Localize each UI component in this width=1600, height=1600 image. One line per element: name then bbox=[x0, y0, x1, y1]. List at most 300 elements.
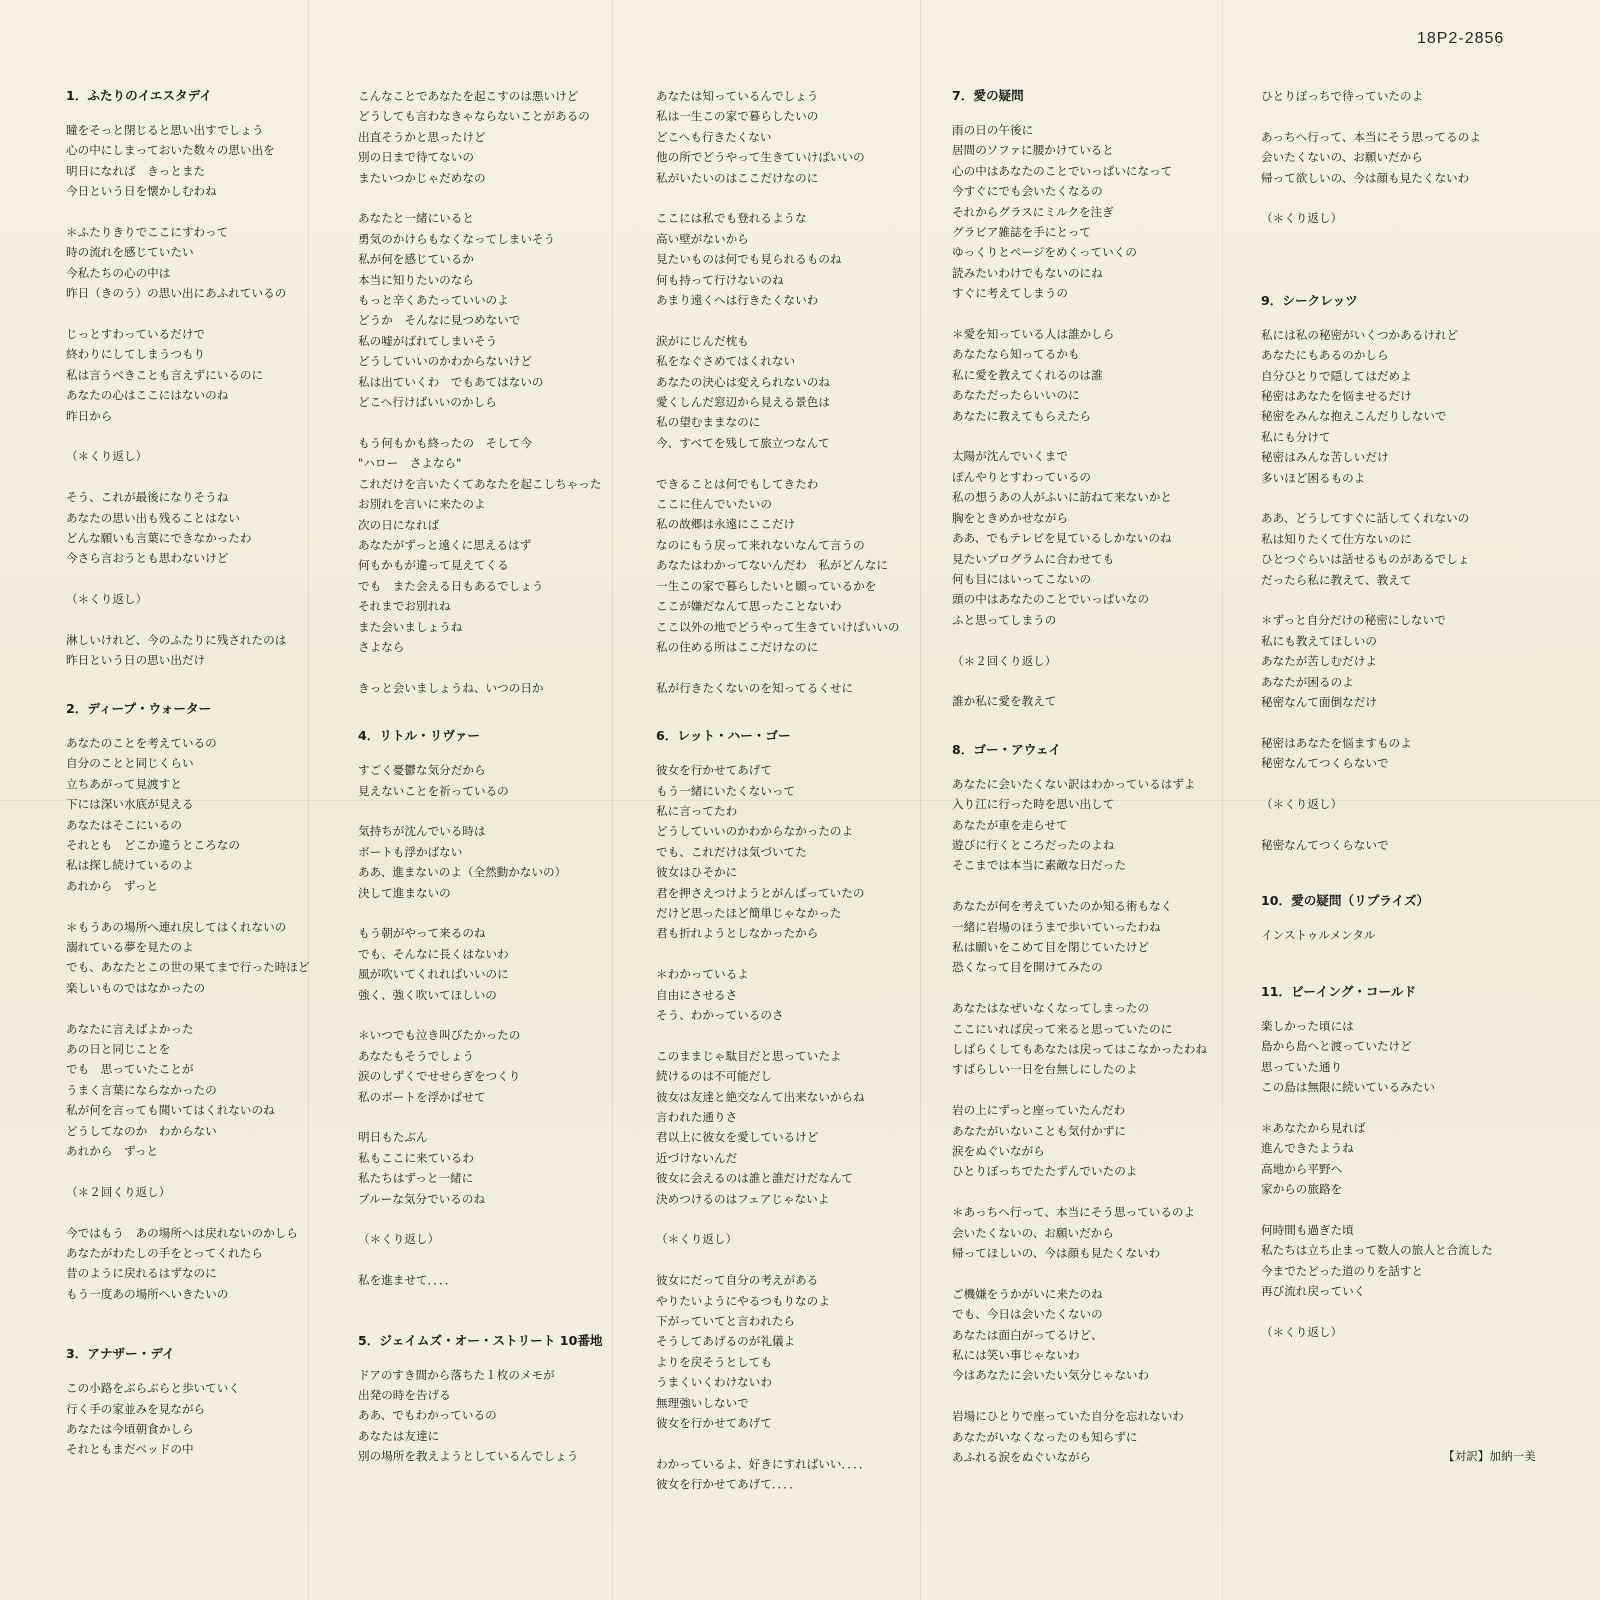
lyric-line: 下がっていてと言われたら bbox=[656, 1314, 796, 1329]
lyric-line: ここにいれば戻って来ると思っていたのに bbox=[952, 1021, 1173, 1036]
lyric-line: 頭の中はあなたのことでいっぱいなの bbox=[952, 592, 1150, 607]
lyric-line: そうしてあげるのが礼儀よ bbox=[656, 1334, 796, 1349]
lyric-line: もう朝がやって来るのね bbox=[358, 926, 486, 941]
lyric-line: ふと思ってしまうの bbox=[952, 612, 1057, 627]
lyric-line: でも、これだけは気づいてた bbox=[656, 844, 807, 859]
lyric-line: 君以上に彼女を愛しているけど bbox=[656, 1130, 819, 1145]
lyric-line: あなたは友達に bbox=[358, 1428, 440, 1443]
lyric-line: 私たちはずっと一緒に bbox=[358, 1171, 474, 1186]
lyric-line: ドアのすき間から落ちた１枚のメモが bbox=[358, 1367, 555, 1382]
lyric-line: 私は出ていくわ でもあてはないの bbox=[358, 374, 544, 389]
lyric-line: 出直そうかと思ったけど bbox=[358, 129, 486, 144]
lyric-stanza bbox=[1261, 1016, 1541, 1098]
lyric-line: 私に言ってたわ bbox=[656, 803, 738, 818]
lyric-line: またいつかじゃだめなの bbox=[358, 170, 486, 185]
lyric-stanza bbox=[952, 446, 1232, 630]
lyric-line: 涙をぬぐいながら bbox=[952, 1143, 1045, 1158]
lyric-line: ＊あなたから見れば bbox=[1261, 1120, 1366, 1135]
lyric-line: そう、わかっているのさ bbox=[656, 1007, 784, 1022]
lyric-line: どんな願いも言葉にできなかったわ bbox=[66, 531, 252, 546]
lyric-line: ご機嫌をうかがいに来たのね bbox=[952, 1286, 1103, 1301]
lyric-stanza bbox=[358, 1270, 638, 1290]
lyric-line: うまく言葉にならなかったの bbox=[66, 1082, 217, 1097]
lyric-line: そこまでは本当に素敵な日だった bbox=[952, 858, 1126, 873]
lyric-line: 続けるのは不可能だし bbox=[656, 1069, 772, 1084]
lyric-line: 誰か私に愛を教えて bbox=[952, 694, 1057, 709]
lyric-line: 愛くしんだ窓辺から見える景色は bbox=[656, 395, 830, 410]
lyric-line: 私の望むままなのに bbox=[656, 415, 761, 430]
lyric-line: うまくいくわけないわ bbox=[656, 1375, 772, 1390]
lyric-line: 帰って欲しいの、今は顔も見たくないわ bbox=[1261, 170, 1470, 185]
lyric-line: 今すぐにでも会いたくなるの bbox=[952, 184, 1103, 199]
lyric-line: ＊あっちへ行って、本当にそう思っているのよ bbox=[952, 1205, 1196, 1220]
song-title: 4．リトル・リヴァー bbox=[358, 728, 480, 744]
song-block bbox=[1261, 291, 1541, 855]
lyric-line: こんなことであなたを起こすのは悪いけど bbox=[358, 89, 579, 103]
lyric-stanza bbox=[358, 760, 638, 801]
lyric-line: 彼女はひそかに bbox=[656, 865, 738, 880]
lyric-stanza bbox=[656, 331, 936, 453]
lyric-stanza bbox=[952, 691, 1232, 711]
lyric-line: すばらしい一日を台無しにしたのよ bbox=[952, 1062, 1138, 1077]
lyric-line: 秘密はみんな苦しいだけ bbox=[1261, 450, 1389, 465]
lyric-line: また会いましょうね bbox=[358, 619, 463, 634]
lyric-line: 楽しいものではなかったの bbox=[66, 980, 206, 995]
lyric-line: 私もここに来ているわ bbox=[358, 1150, 474, 1165]
song-block bbox=[1261, 86, 1541, 229]
song-title: 3．アナザー・デイ bbox=[66, 1346, 175, 1362]
lyrics-column-4 bbox=[952, 86, 1232, 1477]
lyric-stanza bbox=[1261, 508, 1541, 590]
lyric-line: 涙のしずくでせせらぎをつくり bbox=[358, 1069, 521, 1084]
lyric-line: 近づけないんだ bbox=[656, 1150, 738, 1165]
lyric-line: ボートも浮かばない bbox=[358, 844, 463, 859]
lyric-line: 自由にさせるさ bbox=[656, 987, 738, 1002]
lyric-line: 高い壁がないから bbox=[656, 231, 749, 246]
lyric-line: それからグラスにミルクを注ぎ bbox=[952, 204, 1114, 219]
lyric-stanza bbox=[66, 1378, 346, 1460]
lyric-stanza bbox=[1261, 610, 1541, 712]
lyric-line: 私は一生この家で暮らしたいの bbox=[656, 109, 819, 124]
lyric-line: グラビア雑誌を手にとって bbox=[952, 225, 1091, 240]
lyric-line: 下には深い水底が見える bbox=[66, 797, 194, 812]
lyric-line: でも、今日は会いたくないの bbox=[952, 1307, 1103, 1322]
lyric-stanza bbox=[952, 1406, 1232, 1467]
lyric-line: 私は探し続けているのよ bbox=[66, 858, 194, 873]
lyric-line: 他の所でどうやって生きていけばいいの bbox=[656, 150, 865, 165]
lyric-line: 強く、強く吹いてほしいの bbox=[358, 987, 497, 1002]
lyric-line: あれから ずっと bbox=[66, 1143, 159, 1158]
lyric-stanza bbox=[1261, 1118, 1541, 1200]
lyric-stanza bbox=[656, 760, 936, 944]
song-title: 5．ジェイムズ・オー・ストリート 10番地 bbox=[358, 1332, 603, 1348]
lyric-line: 彼女を行かせてあげて．．．． bbox=[656, 1477, 801, 1492]
lyric-line: 私にも分けて bbox=[1261, 429, 1331, 444]
lyric-line: 何時間も過ぎた頃 bbox=[1261, 1222, 1354, 1237]
song-block bbox=[358, 1331, 638, 1467]
song-title: 9．シークレッツ bbox=[1261, 292, 1358, 308]
lyric-line: あなたはわかってないんだわ 私がどんなに bbox=[656, 558, 888, 573]
lyric-stanza bbox=[656, 1046, 936, 1209]
lyric-line: 行く手の家並みを見ながら bbox=[66, 1401, 206, 1416]
lyric-line: それまでお別れね bbox=[358, 599, 451, 614]
lyric-stanza bbox=[358, 86, 638, 188]
lyric-line: 一生この家で暮らしたいと願っているかを bbox=[656, 578, 877, 593]
lyric-line: 終わりにしてしまうつもり bbox=[66, 347, 206, 362]
lyric-stanza bbox=[1261, 86, 1541, 106]
lyric-line: 再び流れ戻っていく bbox=[1261, 1283, 1366, 1298]
lyric-line: （＊くり返し） bbox=[358, 1232, 440, 1247]
lyric-line: 私には笑い事じゃないわ bbox=[952, 1348, 1080, 1363]
lyric-line: 時の流れを感じていたい bbox=[66, 245, 194, 260]
lyric-line: 風が吹いてくれればいいのに bbox=[358, 967, 509, 982]
lyric-line: 次の日になれば bbox=[358, 517, 440, 532]
lyric-line: どうか そんなに見つめないで bbox=[358, 313, 521, 328]
lyric-line: 私は言うべきことも言えずにいるのに bbox=[66, 367, 264, 382]
lyric-stanza bbox=[656, 1270, 936, 1433]
lyric-line: 私の嘘がばれてしまいそう bbox=[358, 333, 498, 348]
lyric-line: 秘密なんてつくらないで bbox=[1261, 756, 1389, 771]
lyric-line: ひとりぼっちで待っていたのよ bbox=[1261, 89, 1424, 103]
lyric-line: 何もかもが違って見えてくる bbox=[358, 558, 509, 573]
lyric-stanza bbox=[1261, 127, 1541, 188]
lyric-line: もう一度あの場所へいきたいの bbox=[66, 1286, 229, 1301]
lyric-line: 私を進ませて．．．． bbox=[358, 1273, 457, 1288]
lyric-line: 昨日（きのう）の思い出にあふれているの bbox=[66, 286, 287, 301]
lyric-line: 私が何を感じているか bbox=[358, 252, 474, 267]
lyric-line: 溺れている夢を見たのよ bbox=[66, 939, 194, 954]
lyric-line: 私は知りたくて仕方ないのに bbox=[1261, 531, 1412, 546]
lyric-stanza bbox=[1261, 1322, 1541, 1342]
lyrics-column-1 bbox=[66, 86, 346, 1470]
song-block bbox=[952, 740, 1232, 1468]
lyric-line: 自分のことと同じくらい bbox=[66, 756, 194, 771]
lyric-stanza bbox=[1261, 835, 1541, 855]
lyric-line: あれから ずっと bbox=[66, 878, 159, 893]
lyric-line: ここには私でも登れるような bbox=[656, 211, 807, 226]
lyric-line: 昨日という日の思い出だけ bbox=[66, 653, 206, 668]
lyric-line: あなたの思い出も残ることはない bbox=[66, 510, 240, 525]
lyric-stanza bbox=[952, 774, 1232, 876]
lyric-line: 帰ってほしいの、今は顔も見たくないわ bbox=[952, 1246, 1161, 1260]
lyric-line: でも、そんなに長くはないわ bbox=[358, 946, 509, 961]
lyric-line: 明日もたぶん bbox=[358, 1130, 428, 1145]
lyric-line: あなたがいなくなったのも知らずに bbox=[952, 1429, 1138, 1444]
lyric-line: ああ、でもテレビを見ているしかないのね bbox=[952, 531, 1172, 546]
lyric-line: 秘密をみんな抱えこんだりしないで bbox=[1261, 409, 1447, 424]
lyric-stanza bbox=[952, 998, 1232, 1080]
lyric-line: これだけを言いたくてあなたを起こしちゃった bbox=[358, 476, 602, 491]
lyric-stanza bbox=[66, 324, 346, 426]
lyric-line: できることは何でもしてきたわ bbox=[656, 476, 819, 491]
lyric-stanza bbox=[952, 896, 1232, 978]
lyric-line: 私に愛を教えてくれるのは誰 bbox=[952, 367, 1103, 382]
lyric-line: 別の場所を教えようとしているんでしょう bbox=[358, 1449, 579, 1464]
lyric-line: どこへも行きたくない bbox=[656, 129, 772, 144]
lyric-line: あなたは知っているんでしょう bbox=[656, 89, 819, 103]
lyric-line: あなたの決心は変えられないのね bbox=[656, 374, 830, 389]
lyric-line: 自分ひとりで隠してはだめよ bbox=[1261, 368, 1412, 383]
lyric-line: ああ、どうしてすぐに話してくれないの bbox=[1261, 511, 1470, 526]
lyric-line: あなたが何を考えていたのか知る術もなく bbox=[952, 899, 1173, 914]
lyric-line: 恐くなって目を開けてみたの bbox=[952, 960, 1103, 975]
lyric-line: 見たいものは何でも見られるものね bbox=[656, 252, 842, 267]
lyric-line: さよなら bbox=[358, 639, 405, 654]
lyric-line: 楽しかった頃には bbox=[1261, 1018, 1354, 1033]
lyric-line: 彼女を行かせてあげて bbox=[656, 763, 772, 778]
lyric-line: 私にも教えてほしいの bbox=[1261, 633, 1377, 648]
lyric-stanza bbox=[66, 446, 346, 466]
song-block bbox=[66, 699, 346, 1304]
lyric-stanza bbox=[1261, 208, 1541, 228]
lyric-line: あなたと一緒にいると bbox=[358, 211, 474, 226]
lyric-line: あなたのことを考えているの bbox=[66, 735, 217, 750]
song-block bbox=[358, 86, 638, 698]
lyric-line: （＊くり返し） bbox=[66, 592, 148, 607]
lyric-line: だけど思ったほど簡単じゃなかった bbox=[656, 905, 842, 920]
lyric-line: それともまだベッドの中 bbox=[66, 1442, 194, 1457]
lyric-line: 私のボートを浮かばせて bbox=[358, 1089, 486, 1104]
lyric-line: 家からの旅路を bbox=[1261, 1181, 1343, 1196]
song-title: 10．愛の疑問（リプライズ） bbox=[1261, 893, 1430, 909]
lyric-line: 太陽が沈んでいくまで bbox=[952, 449, 1068, 464]
lyric-line: （＊２回くり返し） bbox=[66, 1184, 171, 1199]
lyric-line: 入り江に行った時を思い出して bbox=[952, 797, 1115, 812]
lyric-line: 昨日から bbox=[66, 408, 113, 423]
lyric-line: 見えないことを祈っているの bbox=[358, 783, 509, 798]
lyric-stanza bbox=[656, 1229, 936, 1249]
lyric-stanza bbox=[66, 487, 346, 569]
lyric-line: ＊愛を知っている人は誰かしら bbox=[952, 327, 1115, 342]
lyric-line: 居間のソファに腰かけていると bbox=[952, 143, 1114, 158]
lyric-line: どうしていいのかわからなかったのよ bbox=[656, 824, 854, 839]
lyric-stanza bbox=[66, 120, 346, 202]
lyric-stanza bbox=[66, 1182, 346, 1202]
lyric-line: 今はあなたに会いたい気分じゃないわ bbox=[952, 1368, 1150, 1383]
lyric-line: 彼女に会えるのは誰と誰だけだなんて bbox=[656, 1171, 854, 1186]
translation-credit: 【対訳】加納一美 bbox=[1443, 1449, 1536, 1463]
lyric-line: この小路をぶらぶらと歩いていく bbox=[66, 1381, 240, 1396]
lyric-line: あなたが車を走らせて bbox=[952, 817, 1068, 832]
lyric-line: あなたは今頃朝食かしら bbox=[66, 1422, 194, 1436]
lyric-stanza bbox=[66, 589, 346, 609]
lyric-line: ゆっくりとページをめくっていくの bbox=[952, 245, 1137, 260]
lyric-line: あなたが困るのよ bbox=[1261, 674, 1354, 689]
lyric-stanza bbox=[952, 120, 1232, 304]
lyric-line: 彼女は友達と絶交なんて出来ないからね bbox=[656, 1089, 865, 1104]
lyric-line: あなたが苦しむだけよ bbox=[1261, 654, 1377, 669]
lyric-line: ＊いつでも泣き叫びたかったの bbox=[358, 1028, 521, 1043]
lyric-line: あなたに教えてもらえたら bbox=[952, 408, 1092, 423]
lyric-line: 私の故郷は永遠にここだけ bbox=[656, 517, 796, 532]
lyric-line: すごく憂鬱な気分だから bbox=[358, 763, 486, 778]
lyric-line: 心の中はあなたのことでいっぱいになって bbox=[952, 163, 1173, 178]
lyric-line: 昔のように戻れるはずなのに bbox=[66, 1266, 217, 1281]
lyric-line: 無理強いしないで bbox=[656, 1395, 749, 1410]
lyric-line: ＊わかっているよ bbox=[656, 967, 749, 982]
lyric-line: 多いほど困るものよ bbox=[1261, 470, 1366, 485]
song-block bbox=[66, 86, 346, 671]
lyric-line: 雨の日の午後に bbox=[952, 123, 1034, 137]
song-block bbox=[952, 86, 1232, 712]
lyric-stanza bbox=[66, 1019, 346, 1162]
lyric-line: あなたはそこにいるの bbox=[66, 817, 182, 832]
lyric-line: あなたがずっと遠くに思えるはず bbox=[358, 537, 532, 552]
lyric-line: 私の想うあの人がふいに訪ねて来ないかと bbox=[952, 490, 1172, 505]
lyric-line: 私がいたいのはここだけなのに bbox=[656, 170, 819, 185]
lyric-line: あなたの心はここにはないのね bbox=[66, 388, 229, 403]
lyrics-column-3 bbox=[656, 86, 936, 1505]
lyric-stanza bbox=[358, 433, 638, 657]
lyric-line: 私が行きたくないのを知ってるくせに bbox=[656, 680, 854, 695]
lyric-line: 見たいプログラムに合わせても bbox=[952, 551, 1115, 566]
song-block bbox=[358, 726, 638, 1290]
lyrics-column-5 bbox=[1261, 86, 1541, 1352]
lyric-line: （＊くり返し） bbox=[1261, 1324, 1343, 1339]
lyric-line: 何も目にはいってこないの bbox=[952, 571, 1092, 586]
song-block bbox=[656, 726, 936, 1495]
lyric-line: 今日という日を懐かしむわね bbox=[66, 184, 217, 199]
lyric-stanza bbox=[656, 964, 936, 1025]
lyric-stanza bbox=[1261, 1220, 1541, 1302]
lyric-line: どうしてなのか わからない bbox=[66, 1123, 217, 1138]
lyric-line: 秘密なんてつくらないで bbox=[1261, 837, 1389, 852]
lyric-line: 彼女を行かせてあげて bbox=[656, 1416, 772, 1431]
song-title: 1．ふたりのイエスタデイ bbox=[66, 88, 212, 103]
lyric-line: 思っていた通り bbox=[1261, 1059, 1343, 1074]
lyric-line: 会いたくないの、お願いだから bbox=[952, 1225, 1114, 1240]
lyric-stanza bbox=[656, 86, 936, 188]
lyric-stanza bbox=[358, 821, 638, 903]
lyric-stanza bbox=[66, 733, 346, 896]
lyric-line: あなたなら知ってるかも bbox=[952, 347, 1080, 362]
lyric-line: 今、すべてを残して旅立つなんて bbox=[656, 435, 830, 450]
lyric-line: よりを戻そうとしても bbox=[656, 1354, 772, 1369]
lyric-stanza bbox=[358, 1127, 638, 1209]
lyric-line: なのにもう戻って来れないなんて言うの bbox=[656, 537, 865, 552]
lyric-line: でも、あなたとこの世の果てまで行った時ほど bbox=[66, 960, 310, 975]
lyric-line: （＊２回くり返し） bbox=[952, 653, 1057, 668]
lyric-line: あなたはなぜいなくなってしまったの bbox=[952, 1001, 1150, 1016]
lyric-line: わかっているよ、好きにすればいい．．．． bbox=[656, 1456, 871, 1471]
lyric-line: あなたもそうでしょう bbox=[358, 1048, 474, 1063]
lyric-line: インストゥルメンタル bbox=[1261, 928, 1376, 943]
lyric-stanza bbox=[656, 474, 936, 658]
lyric-line: 淋しいけれど、今のふたりに残されたのは bbox=[66, 633, 287, 648]
lyric-line: どこへ行けばいいのかしら bbox=[358, 395, 497, 410]
lyric-line: あなたに言えばよかった bbox=[66, 1021, 194, 1036]
lyric-line: 本当に知りたいのなら bbox=[358, 272, 474, 287]
lyric-line: 岩の上にずっと座っていたんだわ bbox=[952, 1103, 1126, 1118]
lyric-stanza bbox=[952, 651, 1232, 671]
lyric-line: 気持ちが沈んでいる時は bbox=[358, 824, 486, 839]
lyric-line: 私が何を言っても聞いてはくれないのね bbox=[66, 1103, 275, 1118]
lyric-line: 私には私の秘密がいくつかあるけれど bbox=[1261, 327, 1459, 342]
lyric-line: ＊もうあの場所へ連れ戻してはくれないの bbox=[66, 919, 287, 934]
lyric-stanza bbox=[358, 1025, 638, 1107]
lyric-stanza bbox=[1261, 794, 1541, 814]
lyric-line: 涙がにじんだ枕も bbox=[656, 333, 749, 348]
lyric-line: （＊くり返し） bbox=[66, 449, 148, 464]
lyric-stanza bbox=[1261, 925, 1541, 945]
lyric-line: お別れを言いに来たのよ bbox=[358, 497, 486, 512]
lyric-stanza bbox=[66, 630, 346, 671]
lyric-line: 岩場にひとりで座っていた自分を忘れないわ bbox=[952, 1409, 1184, 1424]
lyric-line: 私たちは立ち止まって数人の旅人と合流した bbox=[1261, 1243, 1493, 1258]
lyric-line: ひとつぐらいは話せるものがあるでしょ bbox=[1261, 552, 1470, 567]
lyric-stanza bbox=[656, 678, 936, 698]
lyric-line: きっと会いましょうね、いつの日か bbox=[358, 680, 544, 695]
lyric-line: しばらくしてもあなたは戻ってはこなかったわね bbox=[952, 1041, 1208, 1056]
lyric-line: あふれる涙をぬぐいながら bbox=[952, 1450, 1092, 1465]
song-block bbox=[66, 1344, 346, 1460]
lyric-line: すぐに考えてしまうの bbox=[952, 286, 1068, 301]
lyric-line: ここに住んでいたいの bbox=[656, 497, 772, 512]
lyric-line: 私をなぐさめてはくれない bbox=[656, 354, 796, 369]
song-title: 7．愛の疑問 bbox=[952, 88, 1024, 103]
lyric-line: 決めつけるのはフェアじゃないよ bbox=[656, 1191, 830, 1206]
lyric-line: 君を押さえつけようとがんばっていたの bbox=[656, 885, 865, 900]
lyric-line: ブルーな気分でいるのね bbox=[358, 1191, 486, 1206]
lyric-stanza bbox=[952, 1100, 1232, 1182]
lyric-line: 別の日まで待てないの bbox=[358, 150, 474, 165]
lyric-stanza bbox=[358, 923, 638, 1005]
lyric-line: 勇気のかけらもなくなってしまいそう bbox=[358, 231, 556, 246]
lyric-line: 秘密はあなたを悩ますものよ bbox=[1261, 735, 1412, 750]
lyric-line: 君も折れようとしなかったから bbox=[656, 926, 819, 941]
lyric-line: あなたにもあるのかしら bbox=[1261, 348, 1389, 363]
lyric-line: どうしていいのかわからないけど bbox=[358, 354, 532, 369]
lyric-line: （＊くり返し） bbox=[1261, 797, 1343, 812]
lyric-line: （＊くり返し） bbox=[656, 1232, 738, 1247]
song-title: 11．ビーイング・コールド bbox=[1261, 983, 1417, 999]
lyric-line: あの日と同じことを bbox=[66, 1041, 171, 1056]
lyric-line: 何も持って行けないのね bbox=[656, 272, 784, 287]
lyric-line: 秘密なんて面倒なだけ bbox=[1261, 695, 1377, 710]
lyric-line: 今さら言おうとも思わないけど bbox=[66, 551, 229, 566]
lyric-stanza bbox=[1261, 733, 1541, 774]
lyric-stanza bbox=[358, 678, 638, 698]
lyric-line: （＊くり返し） bbox=[1261, 211, 1343, 226]
lyric-line: あなたに会いたくない訳はわかっているはずよ bbox=[952, 776, 1196, 791]
lyric-stanza bbox=[952, 324, 1232, 426]
lyric-line: あなたがいないことも気付かずに bbox=[952, 1123, 1126, 1138]
lyric-stanza bbox=[66, 222, 346, 304]
lyric-line: でも 思っていたことが bbox=[66, 1062, 194, 1077]
lyric-stanza bbox=[656, 208, 936, 310]
lyric-line: 進んできたようね bbox=[1261, 1141, 1354, 1156]
lyric-line: 瞳をそっと閉じると思い出すでしょう bbox=[66, 123, 264, 137]
lyric-line: このままじゃ駄目だと思っていたよ bbox=[656, 1048, 842, 1063]
lyric-stanza bbox=[358, 208, 638, 412]
lyric-stanza bbox=[66, 917, 346, 999]
lyric-line: ぼんやりとすわっているの bbox=[952, 469, 1092, 484]
song-block bbox=[656, 86, 936, 698]
lyric-line: ここが嫌だなんて思ったことないわ bbox=[656, 599, 842, 614]
lyric-line: 彼女にだって自分の考えがある bbox=[656, 1273, 819, 1288]
lyric-line: 一緒に岩場のほうまで歩いていったわね bbox=[952, 919, 1161, 934]
lyric-line: あなたがわたしの手をとってくれたら bbox=[66, 1245, 263, 1260]
lyric-line: あなたは面白がってるけど、 bbox=[952, 1327, 1103, 1342]
lyric-line: 決して進まないの bbox=[358, 885, 451, 900]
lyric-line: だったら私に教えて、教えて bbox=[1261, 572, 1412, 587]
lyric-line: ひとりぼっちでたたずんでいたのよ bbox=[952, 1164, 1138, 1179]
lyric-line: どうしても言わなきゃならないことがあるの bbox=[358, 109, 590, 124]
lyric-line: 立ちあがって見渡すと bbox=[66, 776, 182, 791]
lyric-line: あっちへ行って、本当にそう思ってるのよ bbox=[1261, 129, 1481, 144]
lyric-line: 秘密はあなたを悩ませるだけ bbox=[1261, 389, 1412, 404]
lyric-line: あまり遠くへは行きたくないわ bbox=[656, 293, 819, 308]
